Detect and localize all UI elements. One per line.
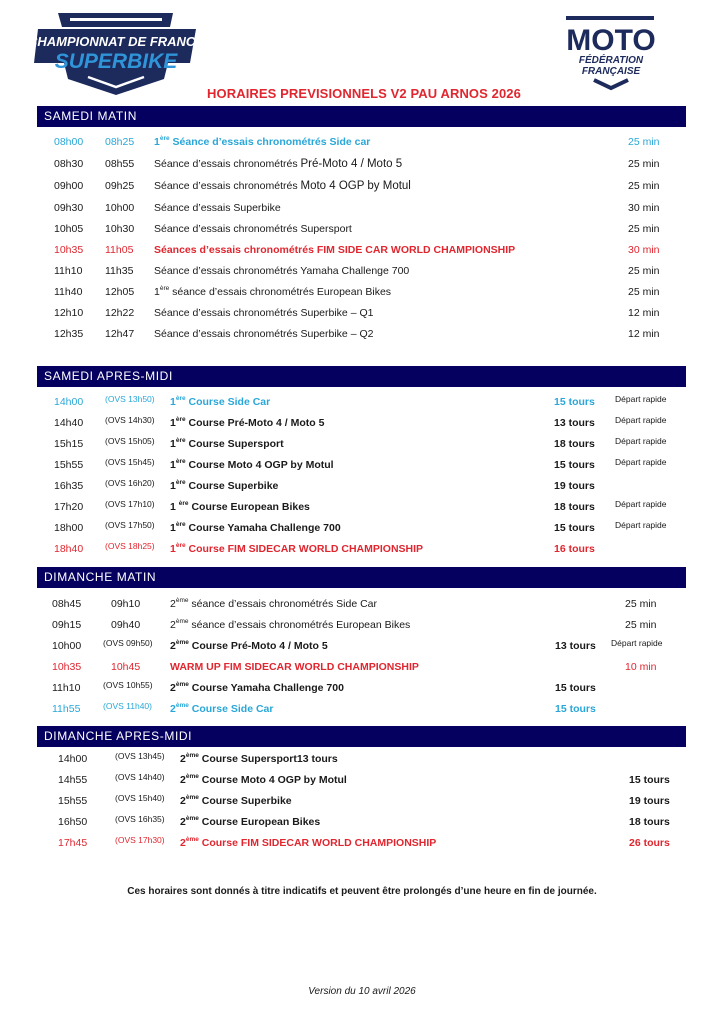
logo-right-line3: FRANÇAISE [581,66,641,77]
start-time: 08h30 [54,158,84,170]
start-time: 09h00 [54,180,84,192]
schedule-row [0,834,724,852]
session-description [180,771,347,789]
session-description [170,616,410,634]
start-type: Départ rapide [615,415,667,425]
schedule-row [0,304,724,322]
end-time: 09h10 [111,598,141,610]
duration: 25 min [625,619,657,631]
ovs-time: (OVS 11h40) [103,701,152,711]
session-name: Séance d’essais Superbike [154,202,281,214]
session-description [170,658,419,676]
start-time: 15h55 [54,459,84,471]
end-time: 12h22 [105,307,135,319]
session-name: Course Moto 4 OGP by Motul [185,459,334,471]
session-description [170,595,377,613]
end-time: 10h30 [105,223,135,235]
session-category: Moto 4 OGP by Motul [300,180,411,192]
start-time: 12h35 [54,328,84,340]
session-name: Séances d’essais chronométrés FIM SIDE CAR WORLD CHAMPIONSHIP [154,244,516,256]
schedule-row [0,700,724,718]
session-description [170,477,278,495]
session-name: séance d’essais chronométrés European Bikes [188,619,411,631]
session-name: Course Side Car [185,396,271,408]
start-type: Départ rapide [615,499,667,509]
schedule-row [0,771,724,789]
session-description [170,414,324,432]
schedule-row [0,519,724,537]
version-label: Version du 10 avril 2026 [308,986,416,997]
ordinal-suffix: ère [175,479,186,486]
ovs-time: (OVS 14h30) [105,415,155,425]
session-description [154,304,373,322]
session-description [180,813,320,831]
session-name: séance d’essais chronométrés European Bikes [169,286,392,298]
ovs-time: (OVS 14h40) [115,772,165,782]
laps-count: 18 tours [554,438,595,450]
start-time: 15h15 [54,438,84,450]
session-name: séance d’essais chronométrés Side Car [188,598,378,610]
start-time: 09h15 [52,619,82,631]
duration: 30 min [628,244,660,256]
logo-left-line2: SUPERBIKE [54,50,178,73]
ffm-logo [556,16,666,94]
end-time: 08h25 [105,136,135,148]
ordinal-suffix: ème [175,618,189,625]
ordinal-number: 1 [170,522,176,534]
start-time: 08h45 [52,598,82,610]
duration: 25 min [625,598,657,610]
start-time: 14h00 [58,753,88,765]
start-time: 17h20 [54,501,84,513]
laps-count: 15 tours [554,396,595,408]
ovs-time: (OVS 15h05) [105,436,155,446]
start-time: 16h35 [54,480,84,492]
championnat-superbike-logo [30,13,202,95]
ordinal-number: 2 [170,682,176,694]
start-time: 16h50 [58,816,88,828]
laps-count: 19 tours [554,480,595,492]
ordinal-number: 1 [170,501,179,513]
ovs-time: (OVS 17h10) [105,499,155,509]
session-name: Course Supersport13 tours [198,753,338,765]
logo-right-line1: MOTO [566,24,656,57]
duration: 25 min [628,158,660,170]
ordinal-suffix: ère [178,500,189,507]
session-name: Course European Bikes [188,501,310,513]
laps-count: 18 tours [629,816,670,828]
start-time: 11h10 [52,682,81,694]
laps-count: 16 tours [554,543,595,555]
session-description [154,155,402,173]
ordinal-suffix: ème [175,597,189,604]
session-description [170,679,344,697]
laps-count: 15 tours [555,703,596,715]
logo-right-line2: FÉDÉRATION [578,55,644,66]
session-name: Course Superbike [198,795,292,807]
end-time: 08h55 [105,158,135,170]
session-name: Séance d’essais chronométrés Side car [169,136,371,148]
duration: 25 min [628,223,660,235]
session-name: Course Pré-Moto 4 / Moto 5 [188,640,328,652]
ordinal-suffix: ème [185,794,199,801]
duration: 10 min [625,661,657,673]
laps-count: 13 tours [554,417,595,429]
end-time: 10h45 [111,661,141,673]
ordinal-suffix: ère [175,458,186,465]
start-time: 10h35 [54,244,84,256]
ovs-time: (OVS 09h50) [103,638,153,648]
ovs-time: (OVS 15h45) [105,457,155,467]
start-type: Départ rapide [615,394,667,404]
section-header: DIMANCHE MATIN [37,567,686,588]
session-name: Course European Bikes [198,816,321,828]
schedule-row [0,540,724,558]
ordinal-suffix: ère [175,521,186,528]
start-time: 18h40 [54,543,84,555]
session-description [180,750,338,768]
ordinal-suffix: ère [175,437,186,444]
session-description [180,792,292,810]
section-header: DIMANCHE APRES-MIDI [37,726,686,747]
ordinal-suffix: ème [185,773,199,780]
ordinal-number: 2 [170,598,176,610]
ovs-time: (OVS 13h50) [105,394,155,404]
start-time: 14h00 [54,396,84,408]
schedule-row [0,241,724,259]
duration: 12 min [628,307,660,319]
end-time: 09h25 [105,180,135,192]
ordinal-suffix: ème [185,815,199,822]
ordinal-number: 1 [154,136,160,148]
disclaimer-note: Ces horaires sont donnés à titre indicatifs et peuvent être prolongés d’une heure en fin de journée. [127,886,597,897]
start-time: 14h40 [54,417,84,429]
ovs-time: (OVS 17h50) [105,520,155,530]
session-name: Séance d’essais chronométrés [154,180,301,192]
duration: 25 min [628,180,660,192]
start-time: 10h35 [52,661,82,673]
session-description [170,700,273,718]
ordinal-number: 1 [170,438,176,450]
ordinal-number: 2 [180,816,186,828]
start-time: 09h30 [54,202,84,214]
ordinal-suffix: ème [175,639,189,646]
session-name: Course Superbike [185,480,279,492]
schedule-row [0,325,724,343]
schedule-row [0,456,724,474]
start-time: 15h55 [58,795,88,807]
start-time: 08h00 [54,136,84,148]
ordinal-number: 2 [180,753,186,765]
end-time: 12h05 [105,286,135,298]
ordinal-number: 2 [170,619,176,631]
ordinal-number: 1 [170,459,176,471]
laps-count: 15 tours [629,774,670,786]
session-description [154,133,370,151]
session-description [154,241,515,259]
start-time: 10h05 [54,223,84,235]
schedule-row [0,595,724,613]
ordinal-suffix: ère [159,285,170,292]
start-time: 14h55 [58,774,88,786]
schedule-row [0,414,724,432]
duration: 25 min [628,286,660,298]
start-type: Départ rapide [611,638,663,648]
schedule-row [0,477,724,495]
ordinal-suffix: ème [175,681,189,688]
session-name: Séance d’essais chronométrés [154,158,301,170]
session-description [154,325,373,343]
duration: 30 min [628,202,660,214]
ovs-time: (OVS 16h35) [115,814,165,824]
laps-count: 19 tours [629,795,670,807]
laps-count: 13 tours [555,640,596,652]
laps-count: 26 tours [629,837,670,849]
schedule-row [0,177,724,195]
schedule-row [0,393,724,411]
start-time: 17h45 [58,837,88,849]
schedule-row [0,637,724,655]
ordinal-number: 2 [180,795,186,807]
laps-count: 15 tours [555,682,596,694]
start-time: 11h40 [54,286,83,298]
session-name: Séance d’essais chronométrés Supersport [154,223,352,235]
start-time: 10h00 [52,640,82,652]
ordinal-number: 2 [170,640,176,652]
ordinal-number: 1 [170,396,176,408]
session-name: Course FIM SIDECAR WORLD CHAMPIONSHIP [185,543,424,555]
session-name: Course Pré-Moto 4 / Moto 5 [185,417,325,429]
ordinal-suffix: ère [175,542,186,549]
schedule-row [0,435,724,453]
schedule-row [0,220,724,238]
start-time: 12h10 [54,307,84,319]
ordinal-number: 1 [154,286,160,298]
session-description [154,262,409,280]
session-name: Course FIM SIDECAR WORLD CHAMPIONSHIP [198,837,437,849]
session-description [180,834,436,852]
start-type: Départ rapide [615,436,667,446]
session-name: Course Moto 4 OGP by Motul [198,774,347,786]
schedule-row [0,813,724,831]
schedule-row [0,616,724,634]
schedule-row [0,792,724,810]
section-header: SAMEDI MATIN [37,106,686,127]
ordinal-number: 2 [180,837,186,849]
ordinal-number: 1 [170,417,176,429]
session-description [154,177,411,195]
session-description [170,540,423,558]
schedule-row [0,133,724,151]
session-description [170,498,310,516]
ovs-time: (OVS 18h25) [105,541,155,551]
start-type: Départ rapide [615,520,667,530]
end-time: 11h35 [105,265,134,277]
start-time: 18h00 [54,522,84,534]
ordinal-suffix: ème [175,702,189,709]
session-description [170,435,284,453]
schedule-row [0,679,724,697]
ordinal-number: 1 [170,543,176,555]
page-title: HORAIRES PREVISIONNELS V2 PAU ARNOS 2026 [207,86,521,101]
schedule-row [0,262,724,280]
session-name: Course Side Car [188,703,274,715]
duration: 12 min [628,328,660,340]
end-time: 10h00 [105,202,135,214]
session-description [154,199,281,217]
session-name: Séance d’essais chronométrés Superbike – Q1 [154,307,374,319]
session-name: Course Yamaha Challenge 700 [185,522,341,534]
end-time: 09h40 [111,619,141,631]
schedule-row [0,498,724,516]
schedule-row [0,658,724,676]
section-header: SAMEDI APRES-MIDI [37,366,686,387]
schedule-row [0,155,724,173]
ordinal-number: 1 [170,480,176,492]
schedule-row [0,199,724,217]
laps-count: 15 tours [554,522,595,534]
session-description [170,456,334,474]
start-type: Départ rapide [615,457,667,467]
session-description [170,637,328,655]
schedule-row [0,750,724,768]
ovs-time: (OVS 16h20) [105,478,155,488]
session-name: Séance d’essais chronométrés Yamaha Challenge 700 [154,265,410,277]
session-description [154,220,352,238]
ordinal-suffix: ème [185,752,199,759]
start-time: 11h10 [54,265,83,277]
laps-count: 15 tours [554,459,595,471]
end-time: 12h47 [105,328,135,340]
ordinal-suffix: ère [175,416,186,423]
ovs-time: (OVS 17h30) [115,835,165,845]
session-description [170,519,341,537]
session-category: Pré-Moto 4 / Moto 5 [300,158,403,170]
ovs-time: (OVS 15h40) [115,793,165,803]
session-name: Course Supersport [185,438,284,450]
session-name: WARM UP FIM SIDECAR WORLD CHAMPIONSHIP [170,661,419,673]
session-description [170,393,270,411]
session-description [154,283,391,301]
duration: 25 min [628,136,660,148]
ordinal-suffix: ème [185,836,199,843]
session-name: Course Yamaha Challenge 700 [188,682,344,694]
end-time: 11h05 [105,244,134,256]
logo-left-line1: CHAMPIONNAT DE FRANCE [30,34,202,49]
schedule-row [0,283,724,301]
ovs-time: (OVS 10h55) [103,680,153,690]
ordinal-suffix: ère [159,135,170,142]
ordinal-number: 2 [170,703,176,715]
start-time: 11h55 [52,703,81,715]
ordinal-number: 2 [180,774,186,786]
ovs-time: (OVS 13h45) [115,751,165,761]
laps-count: 18 tours [554,501,595,513]
duration: 25 min [628,265,660,277]
session-name: Séance d’essais chronométrés Superbike – Q2 [154,328,374,340]
ordinal-suffix: ère [175,395,186,402]
